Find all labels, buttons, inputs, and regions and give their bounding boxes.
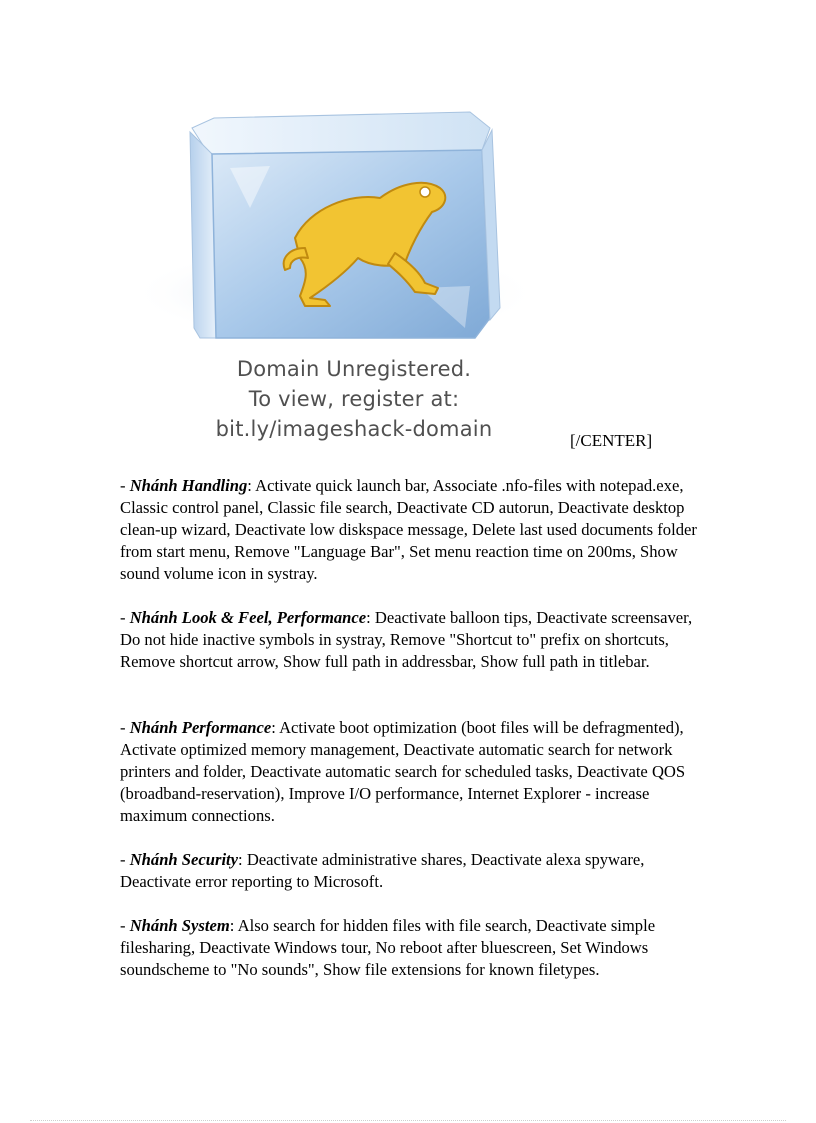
section-body: Activate boot optimization (boot files will be defragmented), Activate optimized memory management, Deactivate automatic search for network printers and folder, Deactivate automatic search for scheduled tasks, Deactivate QOS (broadband-reservation), Improve I/O performance, Internet Explorer - increase maximum connections. <box>120 718 686 825</box>
section-body: Activate quick launch bar, Associate .nfo-files with notepad.exe, Classic control panel, Classic file search, Deactivate CD autorun, Deactivate desktop clean-up wizard, Deactivate low diskspace message, Delete last used documents folder from start menu, Remove "Language Bar", Set menu reaction time on 200ms, Show sound volume icon in systray. <box>120 476 697 583</box>
section-separator: : <box>271 718 276 737</box>
section-separator: : <box>247 476 252 495</box>
section-separator: : <box>238 850 243 869</box>
section-body: Deactivate balloon tips, Deactivate screensaver, Do not hide inactive symbols in systray, Remove "Shortcut to" prefix on shortcuts, Remove shortcut arrow, Show full path in addressbar, Show full path in titlebar. <box>120 608 693 671</box>
section-security <box>120 849 700 893</box>
section-prefix: - <box>120 718 130 737</box>
section-prefix: - <box>120 850 130 869</box>
section-title: Nhánh Security <box>129 850 239 869</box>
section-separator: : <box>366 608 371 627</box>
section-prefix: - <box>120 916 130 935</box>
section-handling <box>120 475 700 585</box>
center-tag: [/CENTER] <box>570 431 653 450</box>
section-body: Deactivate administrative shares, Deactivate alexa spyware, Deactivate error reporting to Microsoft. <box>120 850 645 891</box>
frog-in-ice-cube-icon <box>120 88 540 358</box>
section-title: Nhánh System <box>129 916 230 935</box>
placeholder-line-2: To view, register at: <box>248 387 460 411</box>
section-title: Nhánh Performance <box>129 718 272 737</box>
section-title: Nhánh Look & Feel, Performance <box>129 608 367 627</box>
section-performance <box>120 717 700 827</box>
placeholder-line-1: Domain Unregistered. <box>236 357 472 381</box>
section-body: Also search for hidden files with file search, Deactivate simple filesharing, Deactivate Windows tour, No reboot after bluescreen, Set Windows soundscheme to "No sounds", Show file extensions for known filetypes. <box>120 916 656 979</box>
page-bottom-divider <box>30 1120 786 1121</box>
section-title: Nhánh Handling <box>129 476 248 495</box>
section-separator: : <box>229 916 235 935</box>
placeholder-line-3: bit.ly/imageshack-domain <box>215 417 493 441</box>
unregistered-image-placeholder <box>120 88 540 448</box>
section-look-feel <box>120 607 700 673</box>
section-prefix: - <box>120 476 130 495</box>
section-prefix: - <box>120 608 130 627</box>
section-system <box>120 915 700 981</box>
